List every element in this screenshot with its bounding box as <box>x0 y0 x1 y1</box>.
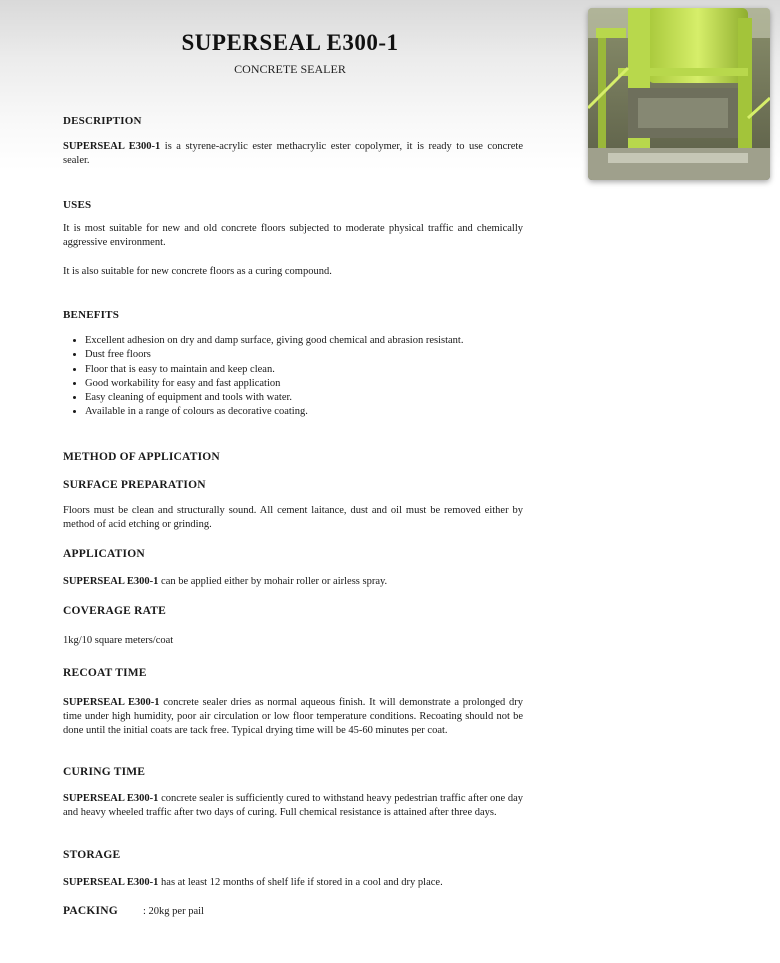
list-item: • Good workability for easy and fast application <box>85 377 545 391</box>
brand-name: SUPERSEAL E300-1 <box>63 576 159 587</box>
page-subtitle: CONCRETE SEALER <box>234 62 346 76</box>
packing-heading: PACKING <box>63 905 118 917</box>
curing-heading: CURING TIME <box>63 766 146 778</box>
recoat-text: SUPERSEAL E300-1 concrete sealer dries as normal aqueous finish. It will demonstrate a prolonged dry time under high humidity, poor air circulation or low floor temperature conditions. Recoating should not be done until the initial coats are tack free. Typical drying time will be 45-60 minutes per coat. <box>63 697 523 736</box>
brand-name: SUPERSEAL E300-1 <box>63 793 159 804</box>
surface-text: Floors must be clean and structurally sound. All cement laitance, dust and oil must be removed either by method of acid etching or grinding. <box>63 505 523 530</box>
benefits-list <box>63 334 545 420</box>
recoat-heading: RECOAT TIME <box>63 667 147 679</box>
uses-heading: USES <box>63 199 92 211</box>
factory-machine-image <box>588 8 770 180</box>
storage-heading: STORAGE <box>63 849 121 861</box>
description-text: SUPERSEAL E300-1 is a styrene-acrylic ester methacrylic ester copolymer, it is ready to use concrete sealer. <box>63 141 523 166</box>
storage-text: SUPERSEAL E300-1 has at least 12 months of shelf life if stored in a cool and dry place. <box>63 877 443 888</box>
coverage-heading: COVERAGE RATE <box>63 605 167 617</box>
benefits-heading: BENEFITS <box>63 309 120 321</box>
uses-para-1: It is most suitable for new and old concrete floors subjected to moderate physical traffic and chemically aggressive environment. <box>63 223 523 248</box>
product-photo <box>588 8 770 180</box>
page-title: SUPERSEAL E300-1 <box>181 30 399 55</box>
coverage-text: 1kg/10 square meters/coat <box>63 635 174 646</box>
list-item: • Easy cleaning of equipment and tools with water. <box>85 391 545 405</box>
curing-text: SUPERSEAL E300-1 concrete sealer is sufficiently cured to withstand heavy pedestrian traffic after one day and heavy wheeled traffic after two days of curing. Full chemical resistance is attained after three days. <box>63 793 523 818</box>
brand-name: SUPERSEAL E300-1 <box>63 697 160 708</box>
list-item: • Floor that is easy to maintain and keep clean. <box>85 363 545 377</box>
method-heading: METHOD OF APPLICATION <box>63 451 220 463</box>
uses-para-2: It is also suitable for new concrete floors as a curing compound. <box>63 266 332 277</box>
packing-text: : 20kg per pail <box>143 906 204 917</box>
list-item: • Excellent adhesion on dry and damp surface, giving good chemical and abrasion resistant. <box>85 334 545 348</box>
list-item: • Available in a range of colours as decorative coating. <box>85 405 545 419</box>
brand-name: SUPERSEAL E300-1 <box>63 877 159 888</box>
packing-row <box>63 904 523 919</box>
list-item: • Dust free floors <box>85 348 545 362</box>
application-heading: APPLICATION <box>63 548 145 560</box>
surface-heading: SURFACE PREPARATION <box>63 479 206 491</box>
description-heading: DESCRIPTION <box>63 115 142 127</box>
application-text: SUPERSEAL E300-1 can be applied either by mohair roller or airless spray. <box>63 576 388 587</box>
brand-name: SUPERSEAL E300-1 <box>63 141 161 152</box>
